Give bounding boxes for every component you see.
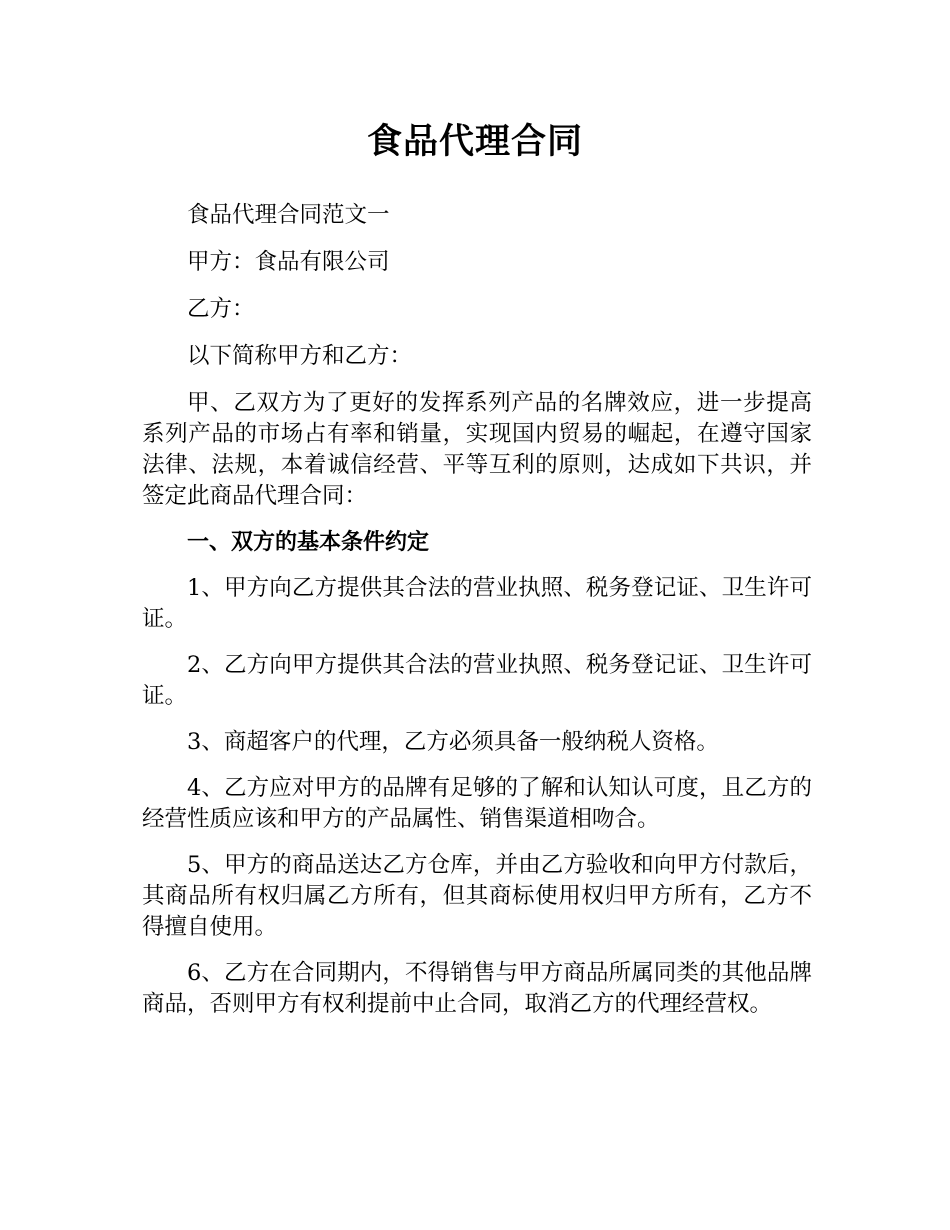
party-a-line: 甲方：食品有限公司 bbox=[187, 249, 390, 275]
clause-2: 2、乙方向甲方提供其合法的营业执照、税务登记证、卫生许可证。 bbox=[142, 652, 812, 709]
clause-3: 3、商超客户的代理，乙方必须具备一般纳税人资格。 bbox=[187, 729, 719, 755]
clause-1: 1、甲方向乙方提供其合法的营业执照、税务登记证、卫生许可证。 bbox=[142, 575, 812, 632]
reference-line: 以下简称甲方和乙方： bbox=[187, 343, 413, 369]
section-heading: 一、双方的基本条件约定 bbox=[187, 530, 430, 555]
contract-subtitle: 食品代理合同范文一 bbox=[187, 202, 390, 228]
clause-4: 4、乙方应对甲方的品牌有足够的了解和认知认可度，且乙方的经营性质应该和甲方的产品属性、销售渠道相吻合。 bbox=[142, 775, 812, 832]
clause-5: 5、甲方的商品送达乙方仓库，并由乙方验收和向甲方付款后，其商品所有权归属乙方所有，但其商标使用权归甲方所有，乙方不得擅自使用。 bbox=[142, 852, 812, 940]
document-title: 食品代理合同 bbox=[366, 122, 583, 162]
preamble-paragraph: 甲、乙双方为了更好的发挥系列产品的名牌效应，进一步提高系列产品的市场占有率和销量，实现国内贸易的崛起，在遵守国家法律、法规，本着诚信经营、平等互利的原则，达成如下共识，并签定此商品代理合同： bbox=[142, 390, 812, 509]
party-b-line: 乙方： bbox=[187, 296, 255, 322]
document-body bbox=[142, 200, 812, 1035]
clause-6: 6、乙方在合同期内，不得销售与甲方商品所属同类的其他品牌商品，否则甲方有权利提前中止合同，取消乙方的代理经营权。 bbox=[142, 960, 812, 1017]
